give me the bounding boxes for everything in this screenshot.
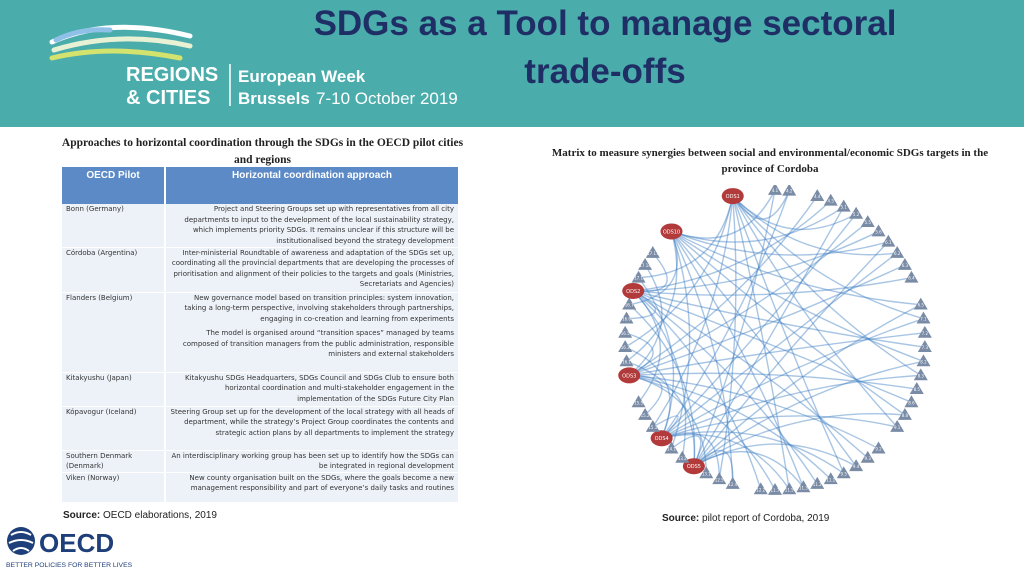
- grey-target-node: [904, 271, 918, 283]
- node-label: 9.3: [864, 455, 871, 461]
- node-label: ODS4: [654, 436, 669, 443]
- grey-target-node: [914, 368, 928, 380]
- node-label: 8.5: [913, 387, 920, 393]
- node-label: 8.6: [908, 400, 915, 406]
- table-row: [62, 472, 458, 502]
- network-source: [662, 513, 829, 524]
- grey-target-node: [810, 477, 824, 489]
- pilot-cell: Southern Denmark (Denmark): [62, 450, 165, 472]
- node-label: 9.2: [875, 446, 882, 452]
- grey-target-node: [646, 246, 660, 258]
- approach-cell: [165, 292, 458, 372]
- grey-target-node: [712, 472, 726, 484]
- table-row: [62, 204, 458, 247]
- approach-text: New governance model based on transition principles: system innovation, taking a long-term perspective, involving stakeholders through partnerships, engaging in co-creation and learning from experiments: [184, 293, 454, 323]
- node-label: 15.1: [648, 425, 658, 431]
- logo-date-text: 7-10 October 2019: [316, 89, 458, 108]
- node-label: 9.4: [852, 464, 860, 470]
- node-label: 17.17: [647, 250, 659, 256]
- grey-target-node: [904, 395, 918, 407]
- node-label: 12.2: [756, 487, 766, 493]
- table-row: [62, 292, 458, 372]
- node-label: 16.7: [624, 302, 634, 308]
- node-label: 9.1: [893, 425, 901, 431]
- grey-target-node: [620, 312, 634, 324]
- source-text: pilot report of Cordoba, 2019: [702, 513, 830, 524]
- node-label: 5.1: [840, 204, 847, 210]
- pilot-cell: Bonn (Germany): [62, 204, 165, 247]
- node-label: 5.6: [875, 229, 882, 235]
- grey-target-node: [916, 354, 930, 366]
- network-caption: Matrix to measure synergies between social and environmental/economic SDGs targets in the province of Cordoba: [551, 147, 989, 175]
- pilot-cell: Viken (Norway): [62, 472, 165, 502]
- node-label: 6.3: [901, 263, 909, 268]
- source-label: Source:: [662, 513, 700, 524]
- table-row: [62, 247, 458, 292]
- node-label: 11.7: [770, 488, 780, 493]
- table-row: [62, 406, 458, 450]
- grey-target-node: [768, 185, 782, 195]
- red-sdg-node: [651, 430, 673, 446]
- grey-target-node: [726, 477, 740, 489]
- red-sdg-node: [622, 283, 644, 299]
- approach-cell: An interdisciplinary working group has been set up to identify how the SDGs can be integrated in regional development: [165, 450, 458, 472]
- table-row: [62, 372, 458, 406]
- approach-cell: Steering Group set up for the development of the local strategy with all heads of department, while the strategy’s Project Group coordinates the contents and strategic action plans by all departments to implement the strategy: [165, 406, 458, 450]
- oecd-globe-icon: [7, 527, 35, 555]
- grey-target-node: [810, 189, 824, 201]
- grey-target-node: [782, 185, 796, 196]
- grey-target-node: [881, 235, 895, 247]
- oecd-tagline: BETTER POLICIES FOR BETTER LIVES: [6, 562, 133, 569]
- node-label: 13.1: [701, 471, 711, 477]
- grey-target-node: [618, 326, 632, 338]
- approach-cell: New county organisation built on the SDGs, where the goals become a new management responsibility and part of everyone’s daily tasks and routines: [165, 472, 458, 502]
- red-sdg-node: [722, 188, 744, 204]
- source-text: OECD elaborations, 2019: [103, 510, 217, 521]
- page-title: SDGs as a Tool to manage sectoral trade-offs: [313, 4, 897, 91]
- pilot-cell: Córdoba (Argentina): [62, 247, 165, 292]
- node-label: 11.5: [784, 487, 794, 493]
- node-label: 11.3: [798, 485, 808, 491]
- logo-regions-text: REGIONS: [126, 64, 219, 86]
- grey-target-node: [632, 395, 646, 407]
- grey-target-node: [824, 194, 838, 206]
- oecd-logo: [5, 525, 145, 571]
- grey-target-node: [646, 420, 660, 432]
- approach-cell: Project and Steering Groups set up with representatives from all city departments to input to the development of the local sustainability strategy, which implements priority SDGs. It remains unclear if this structure will be institutionalised beyond the strategy development: [165, 204, 458, 247]
- node-label: 4.5: [827, 198, 834, 204]
- node-label: 6.5: [917, 302, 924, 308]
- coordination-table: [62, 167, 458, 503]
- grey-target-node: [898, 258, 912, 270]
- network-edge: [733, 196, 921, 375]
- oecd-name: OECD: [39, 528, 115, 558]
- node-label: 17.14: [639, 263, 651, 268]
- node-label: ODS10: [662, 229, 681, 236]
- red-sdg-node: [618, 367, 640, 383]
- logo-event-text: European Week: [238, 67, 366, 86]
- network-nodes: [618, 185, 932, 495]
- approach-text-2: The model is organised around “transition spaces” managed by teams composed of transition managers from the public administration, responsible ministers and external stakeholders: [182, 329, 454, 359]
- network-edge: [633, 201, 830, 291]
- node-label: 16.6: [622, 316, 631, 322]
- node-label: ODS3: [622, 373, 637, 380]
- grey-target-node: [872, 442, 886, 454]
- grey-target-node: [849, 207, 863, 219]
- approach-cell: Inter-ministerial Roundtable of awareness and adaptation of the SDGs set up, coordinating all the provincial departments that are developing the processes of prioritisation and alignment of their policies to the targets and goals (Ministries, Secretariats and Agencies): [165, 247, 458, 292]
- node-label: 12.5: [714, 477, 724, 483]
- sdg-synergy-network: [595, 185, 955, 505]
- grey-target-node: [918, 326, 932, 338]
- node-label: ODS2: [626, 288, 641, 295]
- node-label: 7.2: [921, 330, 929, 336]
- node-label: 6.4: [908, 275, 915, 281]
- node-label: 11.1: [826, 477, 836, 483]
- approach-cell: Kitakyushu SDGs Headquarters, SDGs Council and SDGs Club to ensure both horizontal coordination and multi-stakeholder engagement in the implementation of the SDGs Future City Plan: [165, 372, 458, 406]
- node-label: 14.1: [667, 446, 676, 452]
- logo-city-text: Brussels: [238, 89, 310, 108]
- node-label: 6.1: [885, 239, 892, 245]
- node-label: 16.3: [620, 345, 630, 351]
- node-label: 7.1: [920, 316, 927, 322]
- column-header-approach: Horizontal coordination approach: [165, 167, 458, 204]
- node-label: 15.5: [634, 400, 644, 406]
- node-label: 16.1: [622, 359, 631, 365]
- node-label: 5.5: [864, 220, 871, 226]
- grey-target-node: [638, 258, 652, 270]
- node-label: 8.3: [917, 373, 924, 379]
- node-label: 15.2: [640, 413, 650, 418]
- node-label: 4.1: [771, 188, 779, 193]
- node-label: 9.5: [840, 471, 847, 477]
- node-label: 6.2: [893, 250, 901, 256]
- node-label: ODS5: [686, 464, 701, 471]
- table-caption: Approaches to horizontal coordination through the SDGs in the OECD pilot cities and regions: [61, 137, 464, 166]
- node-label: 8.8: [901, 413, 909, 418]
- grey-target-node: [890, 246, 904, 258]
- node-label: 17.1: [634, 275, 644, 281]
- node-label: 5.2: [852, 211, 860, 217]
- grey-target-node: [754, 482, 768, 494]
- network-edge: [629, 196, 817, 375]
- logo-swoosh-icon: [52, 27, 190, 58]
- source-label: Source:: [63, 510, 101, 521]
- table-row: [62, 450, 458, 472]
- node-label: 7.3: [921, 345, 929, 351]
- red-sdg-node: [660, 223, 682, 239]
- node-label: 16.5: [620, 330, 630, 336]
- grey-target-node: [618, 340, 632, 352]
- grey-target-node: [782, 482, 796, 494]
- pilot-cell: Kitakyushu (Japan): [62, 372, 165, 406]
- pilot-cell: Flanders (Belgium): [62, 292, 165, 372]
- grey-target-node: [861, 215, 875, 227]
- grey-target-node: [837, 466, 851, 478]
- grey-target-node: [768, 483, 782, 495]
- node-label: 4.4: [814, 194, 821, 200]
- node-label: 13.2: [677, 455, 687, 461]
- column-header-pilot: OECD Pilot: [62, 167, 165, 204]
- table-source: [63, 510, 217, 521]
- node-label: 12.4: [728, 481, 738, 487]
- grey-target-node: [620, 354, 634, 366]
- grey-target-node: [837, 200, 851, 212]
- node-label: 8.2: [920, 359, 927, 365]
- grey-target-node: [849, 459, 863, 471]
- pilot-cell: Kópavogur (Iceland): [62, 406, 165, 450]
- logo-cities-text: & CITIES: [126, 87, 211, 109]
- node-label: 4.2: [786, 188, 793, 194]
- node-label: 11.2: [812, 481, 822, 487]
- node-label: ODS1: [725, 194, 740, 201]
